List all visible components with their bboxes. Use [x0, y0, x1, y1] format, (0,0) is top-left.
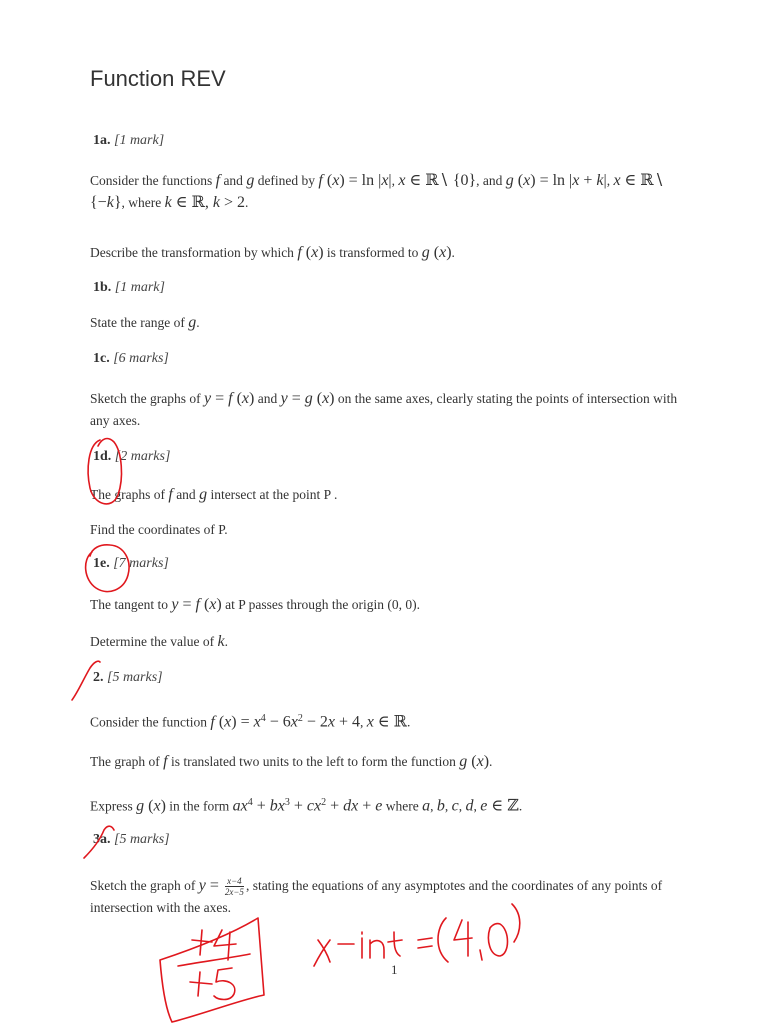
question-2-translation: The graph of f is translated two units to the left to form the function g (x). [90, 753, 493, 770]
question-1d-prompt: Find the coordinates of P. [90, 522, 228, 537]
ink-plus5 [190, 968, 235, 1000]
ink-fracbar [178, 954, 250, 966]
question-1b-text: State the range of g. [90, 314, 200, 331]
question-marks: [1 mark] [114, 133, 165, 148]
question-1a-text: Consider the functions f and g defined by f (x) = ln |x|, x ∈ ℝ∖ {0}, and g (x) = ln |x + k|, x ∈ ℝ∖ {−k}, where k ∈ ℝ, k > 2. [90, 172, 664, 211]
question-3a-header: 3a. [5 marks] [93, 832, 170, 847]
page-title: Function REV [90, 66, 226, 91]
question-2-header: 2. [5 marks] [93, 670, 163, 685]
question-1e-prompt: Determine the value of k. [90, 633, 228, 650]
question-1e-header: 1e. [7 marks] [93, 556, 169, 571]
question-2-prompt: Express g (x) in the form $ax^4 + bx^3 + cx^2$ + dx + e where a, b, c, d, e ∈ ℤ. [90, 797, 523, 815]
question-1a-header [93, 133, 164, 149]
question-1e-text: The tangent to y = f (x) at P passes through the origin (0, 0). [90, 596, 420, 613]
question-1d-text: The graphs of f and g intersect at the point P . [90, 486, 338, 503]
question-1a-prompt: Describe the transformation by which f (x) is transformed to g (x). [90, 244, 455, 261]
fraction: $\frac{x-4}{2x-5}$ [224, 876, 244, 898]
page-number: 1 [391, 962, 398, 977]
question-1c-header: 1c. [6 marks] [93, 351, 169, 366]
question-1b-header: 1b. [1 mark] [93, 280, 165, 295]
question-3a-text: Sketch the graph of y = $\frac{x-4}{2x-5}$ , stating the equations of any asymptotes and the coordinates of any points of intersection with the axes. [90, 876, 663, 916]
question-1c-text: Sketch the graphs of y = f (x) and y = g (x) on the same axes, clearly stating the points of intersection with any axes. [90, 390, 678, 428]
question-1d-header: 1d. [2 marks] [93, 449, 171, 464]
question-2-text: Consider the function f $(x) = x^4 - 6x^2 - 2x + 4$, x ∈ ℝ. [90, 713, 411, 731]
question-label: 1a. [93, 133, 111, 148]
ink-box [160, 918, 264, 1022]
ink-plus4 [192, 930, 236, 960]
